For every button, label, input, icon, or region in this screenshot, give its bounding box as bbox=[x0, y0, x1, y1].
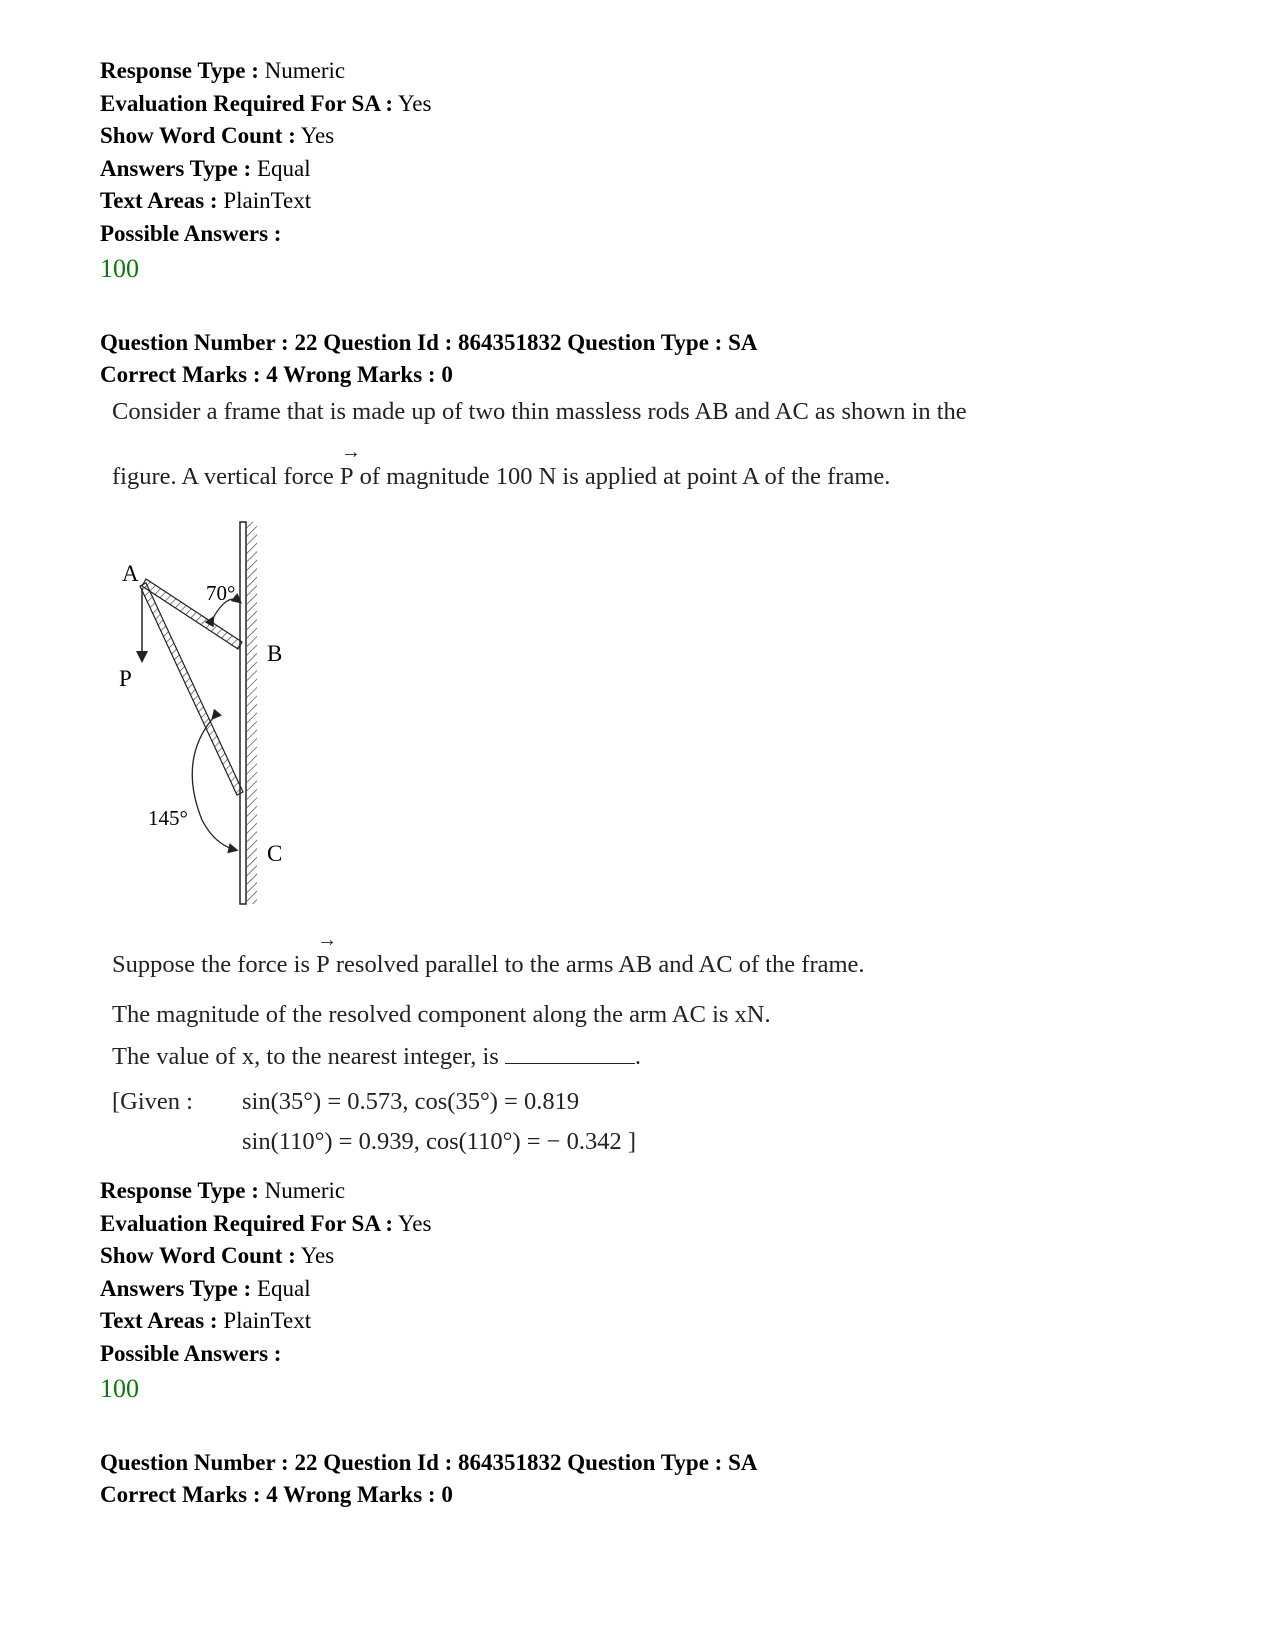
meta-answers-type: Answers Type : Equal bbox=[100, 155, 311, 181]
bottom-response-meta bbox=[100, 1175, 431, 1406]
vector-p: → P bbox=[339, 441, 361, 490]
meta-show-word-count: Show Word Count : Yes bbox=[100, 123, 335, 148]
meta-possible-answers: Possible Answers : bbox=[100, 220, 282, 246]
given-label: [Given : bbox=[112, 1088, 193, 1115]
meta-show-word-count: Show Word Count : Yes bbox=[100, 1243, 335, 1268]
question-line-2: figure. A vertical force → P of magnitude 100 N is applied at point A of the frame. bbox=[112, 441, 891, 490]
label-p: P bbox=[119, 666, 132, 691]
meta-evaluation-required: Evaluation Required For SA : Yes bbox=[100, 1210, 432, 1236]
label-b: B bbox=[267, 641, 283, 666]
label-angle-70: 70° bbox=[206, 581, 236, 605]
question-line-1: Consider a frame that is made up of two thin massless rods AB and AC as shown in the bbox=[112, 398, 967, 425]
given-values-2: sin(110°) = 0.939, cos(110°) = − 0.342 ] bbox=[242, 1128, 637, 1155]
meta-answers-type: Answers Type : Equal bbox=[100, 1275, 311, 1301]
meta-response-type: Response Type : Numeric bbox=[100, 1178, 346, 1203]
meta-text-areas: Text Areas : PlainText bbox=[100, 1308, 312, 1333]
question-marks: Correct Marks : 4 Wrong Marks : 0 bbox=[100, 362, 453, 387]
meta-possible-answers: Possible Answers : bbox=[100, 1340, 282, 1366]
meta-response-type: Response Type : Numeric bbox=[100, 58, 346, 83]
vector-p-2: → P bbox=[316, 929, 338, 978]
possible-answer-value: 100 bbox=[100, 254, 139, 283]
wall bbox=[240, 522, 257, 904]
frame-figure bbox=[110, 520, 430, 940]
possible-answer-value: 100 bbox=[100, 1374, 139, 1403]
question-header: Question Number : 22 Question Id : 864351832 Question Type : SA bbox=[100, 330, 758, 355]
answer-blank bbox=[505, 1045, 635, 1064]
question-line-5: The value of x, to the nearest integer, is . bbox=[112, 1043, 642, 1070]
given-values-1: sin(35°) = 0.573, cos(35°) = 0.819 bbox=[242, 1088, 580, 1115]
label-c: C bbox=[267, 841, 283, 866]
meta-evaluation-required: Evaluation Required For SA : Yes bbox=[100, 90, 432, 116]
label-angle-145: 145° bbox=[148, 806, 188, 830]
top-response-meta bbox=[100, 55, 431, 286]
label-a: A bbox=[122, 561, 139, 586]
question-line-4: The magnitude of the resolved component along the arm AC is xN. bbox=[112, 1001, 771, 1028]
meta-text-areas: Text Areas : PlainText bbox=[100, 188, 312, 213]
next-question-header: Question Number : 22 Question Id : 864351832 Question Type : SA bbox=[100, 1450, 758, 1475]
question-line-3: Suppose the force is → P resolved parallel to the arms AB and AC of the frame. bbox=[112, 929, 865, 978]
next-question-marks: Correct Marks : 4 Wrong Marks : 0 bbox=[100, 1482, 453, 1507]
